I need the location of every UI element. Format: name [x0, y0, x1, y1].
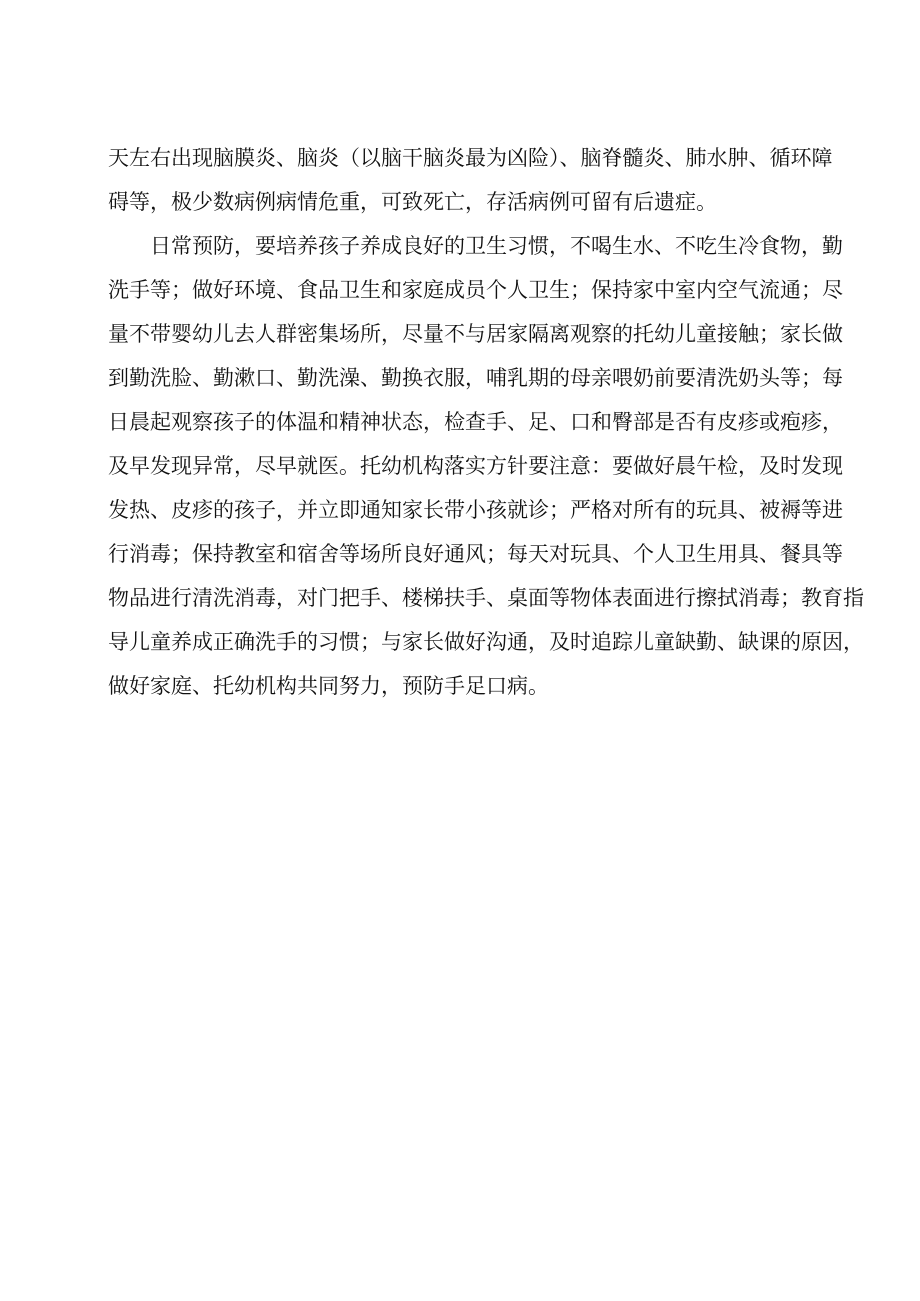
text-line: 发热、皮疹的孩子，并立即通知家长带小孩就诊；严格对所有的玩具、被褥等进	[108, 498, 843, 522]
text-line: 日晨起观察孩子的体温和精神状态，检查手、足、口和臀部是否有皮疹或疱疹，	[108, 410, 843, 434]
text-line: 及早发现异常，尽早就医。托幼机构落实方针要注意：要做好晨午检，及时发现	[108, 454, 843, 478]
text-line: 洗手等；做好环境、食品卫生和家庭成员个人卫生；保持家中室内空气流通；尽	[108, 278, 843, 302]
text-line: 碍等，极少数病例病情危重，可致死亡，存活病例可留有后遗症。	[108, 190, 717, 214]
paragraph-1	[108, 136, 833, 224]
text-line: 做好家庭、托幼机构共同努力，预防手足口病。	[108, 674, 549, 698]
paragraph-2	[108, 224, 864, 708]
text-line: 量不带婴幼儿去人群密集场所，尽量不与居家隔离观察的托幼儿童接触；家长做	[108, 322, 843, 346]
text-line: 行消毒；保持教室和宿舍等场所良好通风；每天对玩具、个人卫生用具、餐具等	[108, 542, 843, 566]
text-line: 到勤洗脸、勤漱口、勤洗澡、勤换衣服，哺乳期的母亲喂奶前要清洗奶头等；每	[108, 366, 843, 390]
text-line: 日常预防，要培养孩子养成良好的卫生习惯，不喝生水、不吃生冷食物，勤	[150, 234, 843, 258]
text-line: 天左右出现脑膜炎、脑炎（以脑干脑炎最为凶险）、脑脊髓炎、肺水肿、循环障	[108, 146, 833, 170]
text-line: 导儿童养成正确洗手的习惯；与家长做好沟通，及时追踪儿童缺勤、缺课的原因，	[108, 630, 864, 654]
document-body	[108, 136, 864, 708]
text-line: 物品进行清洗消毒，对门把手、楼梯扶手、桌面等物体表面进行擦拭消毒；教育指	[108, 586, 864, 610]
